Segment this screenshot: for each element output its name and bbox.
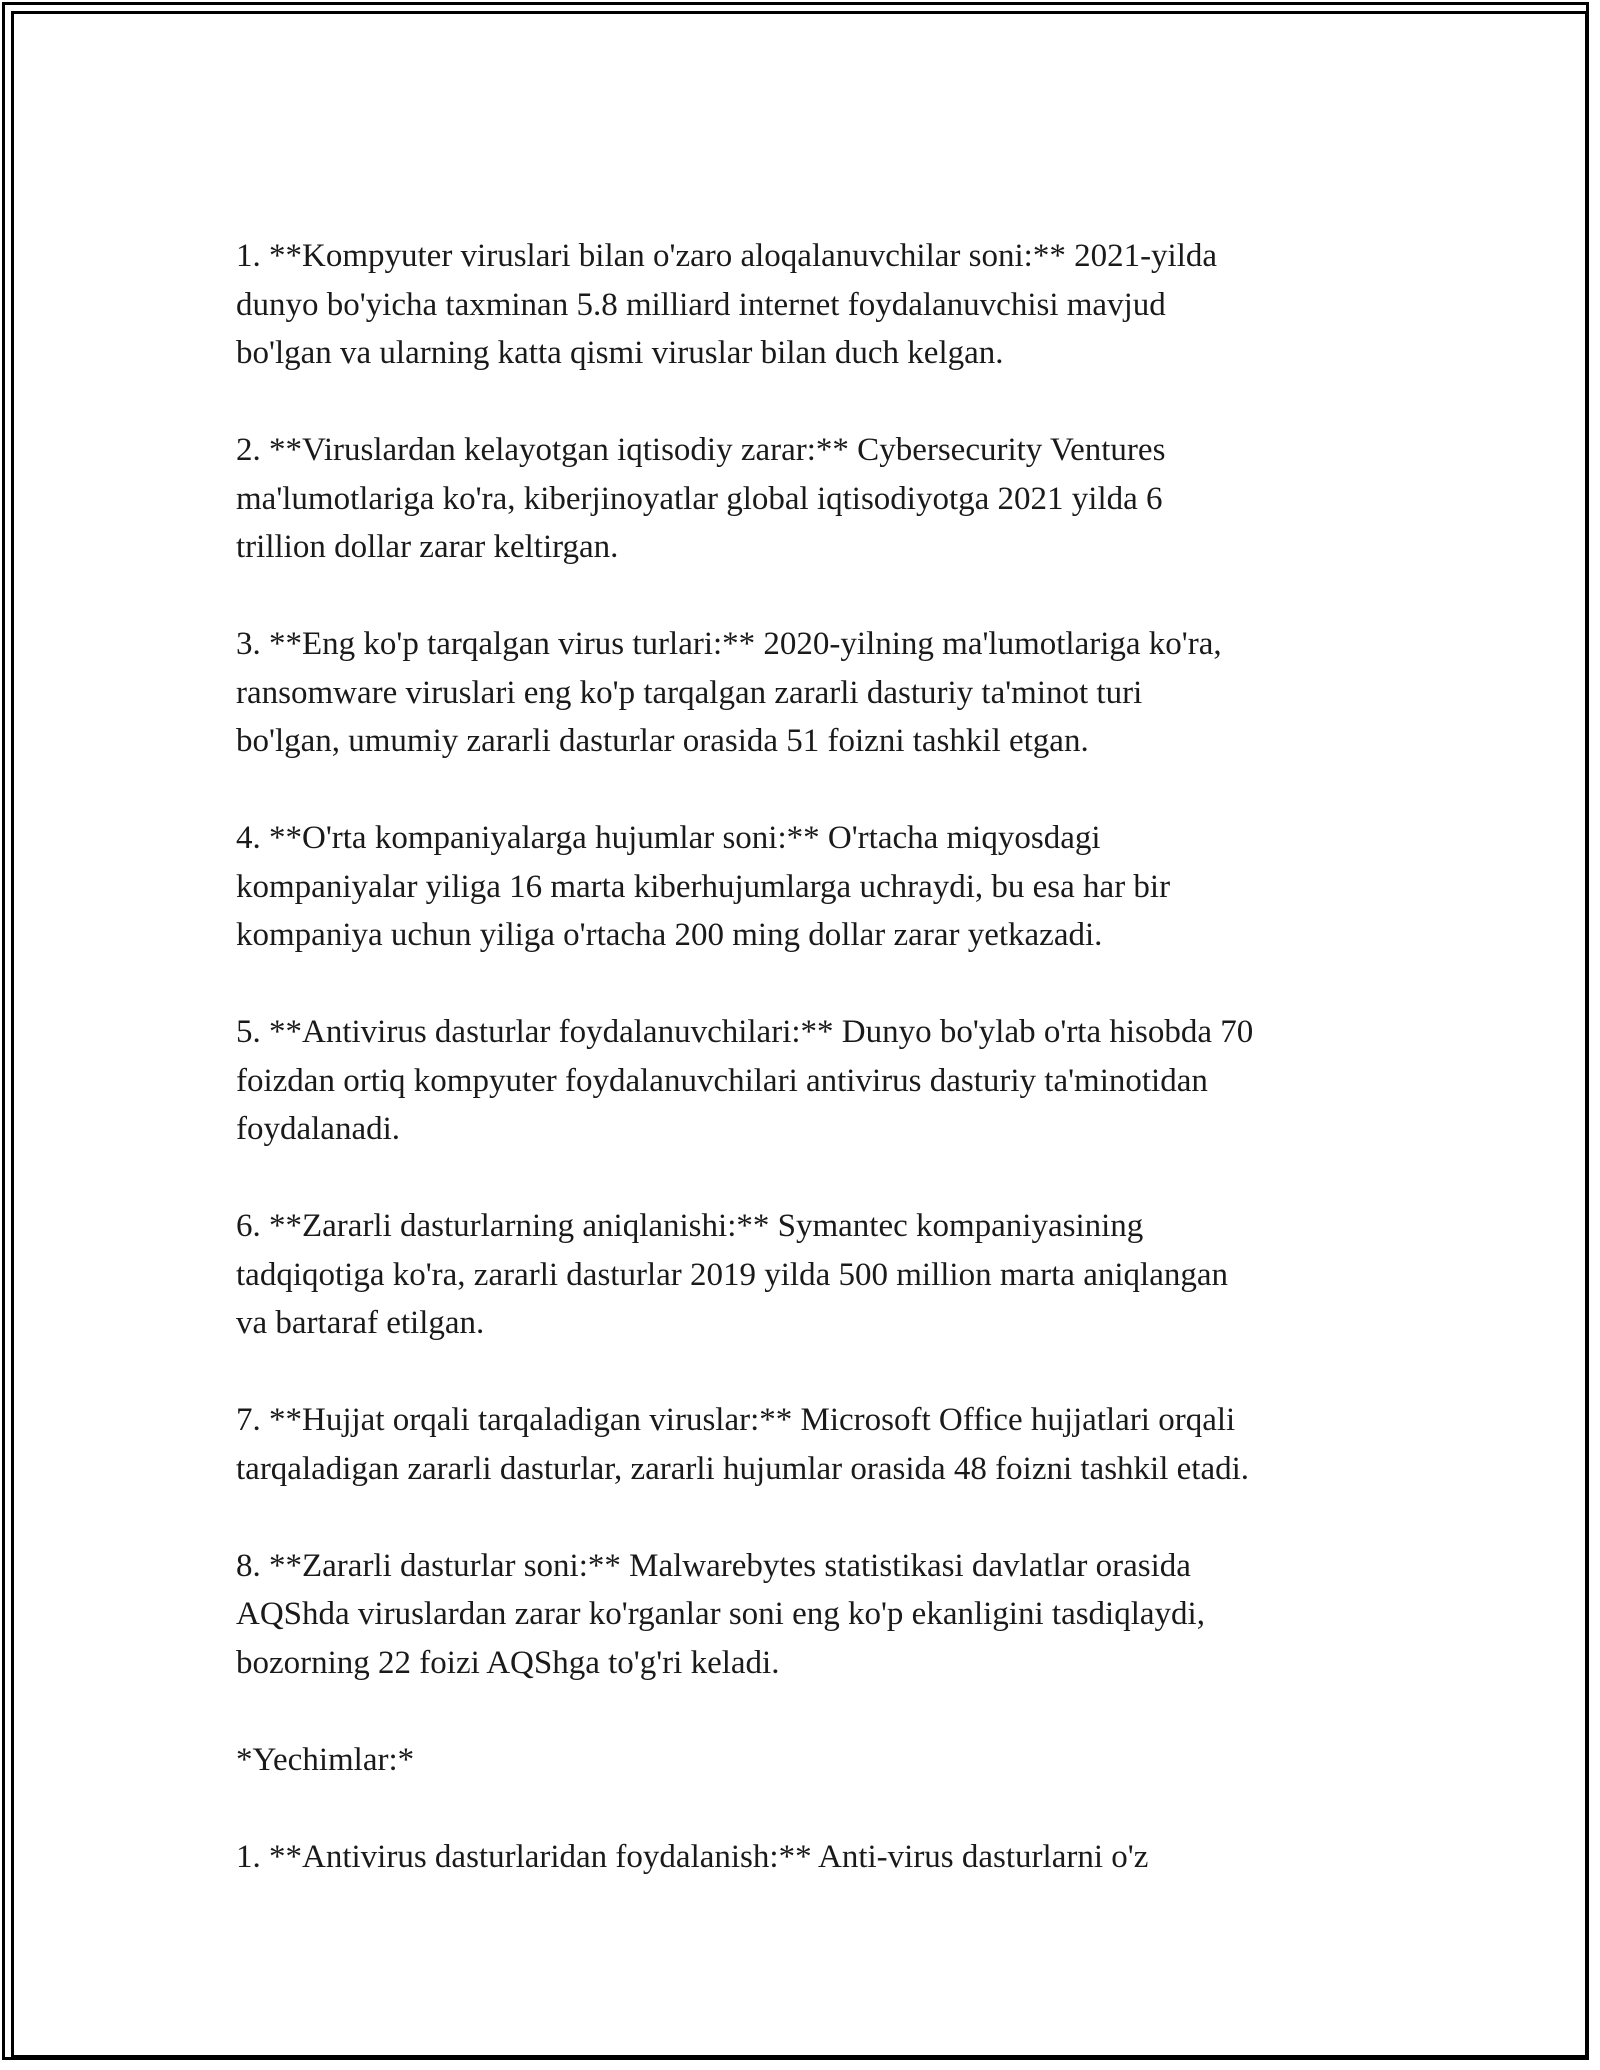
paragraph-statistic-6: 6. **Zararli dasturlarning aniqlanishi:** Symantec kompaniyasining tadqiqotiga ko'ra, zararli dasturlar 2019 yilda 500 million marta aniqlangan va bartaraf etilgan. — [236, 1208, 1228, 1341]
paragraph-statistic-3: 3. **Eng ko'p tarqalgan virus turlari:** 2020-yilning ma'lumotlariga ko'ra, ransomware viruslari eng ko'p tarqalgan zararli dasturiy ta'minot turi bo'lgan, umumiy zararli dasturlar orasida 51 foizni tashkil etgan. — [236, 626, 1222, 759]
paragraph-solution-1: 1. **Antivirus dasturlaridan foydalanish:** Anti-virus dasturlarni o'z — [236, 1838, 1149, 1875]
paragraph-statistic-7: 7. **Hujjat orqali tarqaladigan viruslar:** Microsoft Office hujjatlari orqali tarqaladigan zararli dasturlar, zararli hujumlar orasida 48 foizni tashkil etadi. — [236, 1402, 1250, 1487]
paragraph-statistic-2: 2. **Viruslardan kelayotgan iqtisodiy zarar:** Cybersecurity Ventures ma'lumotlariga ko'ra, kiberjinoyatlar global iqtisodiyotga 2021 yilda 6 trillion dollar zarar keltirgan. — [236, 432, 1166, 565]
solutions-heading: *Yechimlar:* — [236, 1741, 415, 1778]
paragraph-statistic-5: 5. **Antivirus dasturlar foydalanuvchilari:** Dunyo bo'ylab o'rta hisobda 70 foizdan ortiq kompyuter foydalanuvchilari antivirus dasturiy ta'minotidan foydalanadi. — [236, 1014, 1254, 1147]
paragraph-statistic-1: 1. **Kompyuter viruslari bilan o'zaro aloqalanuvchilar soni:** 2021-yilda dunyo bo'yicha taxminan 5.8 milliard internet foydalanuvchisi mavjud bo'lgan va ularning katta qismi viruslar bilan duch kelgan. — [236, 238, 1218, 371]
document-body — [236, 232, 1396, 1930]
paragraph-statistic-4: 4. **O'rta kompaniyalarga hujumlar soni:** O'rtacha miqyosdagi kompaniyalar yiliga 16 marta kiberhujumlarga uchraydi, bu esa har bir kompaniya uchun yiliga o'rtacha 200 ming dollar zarar yetkazadi. — [236, 820, 1171, 953]
paragraph-statistic-8: 8. **Zararli dasturlar soni:** Malwarebytes statistikasi davlatlar orasida AQShda viruslardan zarar ko'rganlar soni eng ko'p ekanligini tasdiqlaydi, bozorning 22 foizi AQShga to'g'ri keladi. — [236, 1547, 1205, 1681]
